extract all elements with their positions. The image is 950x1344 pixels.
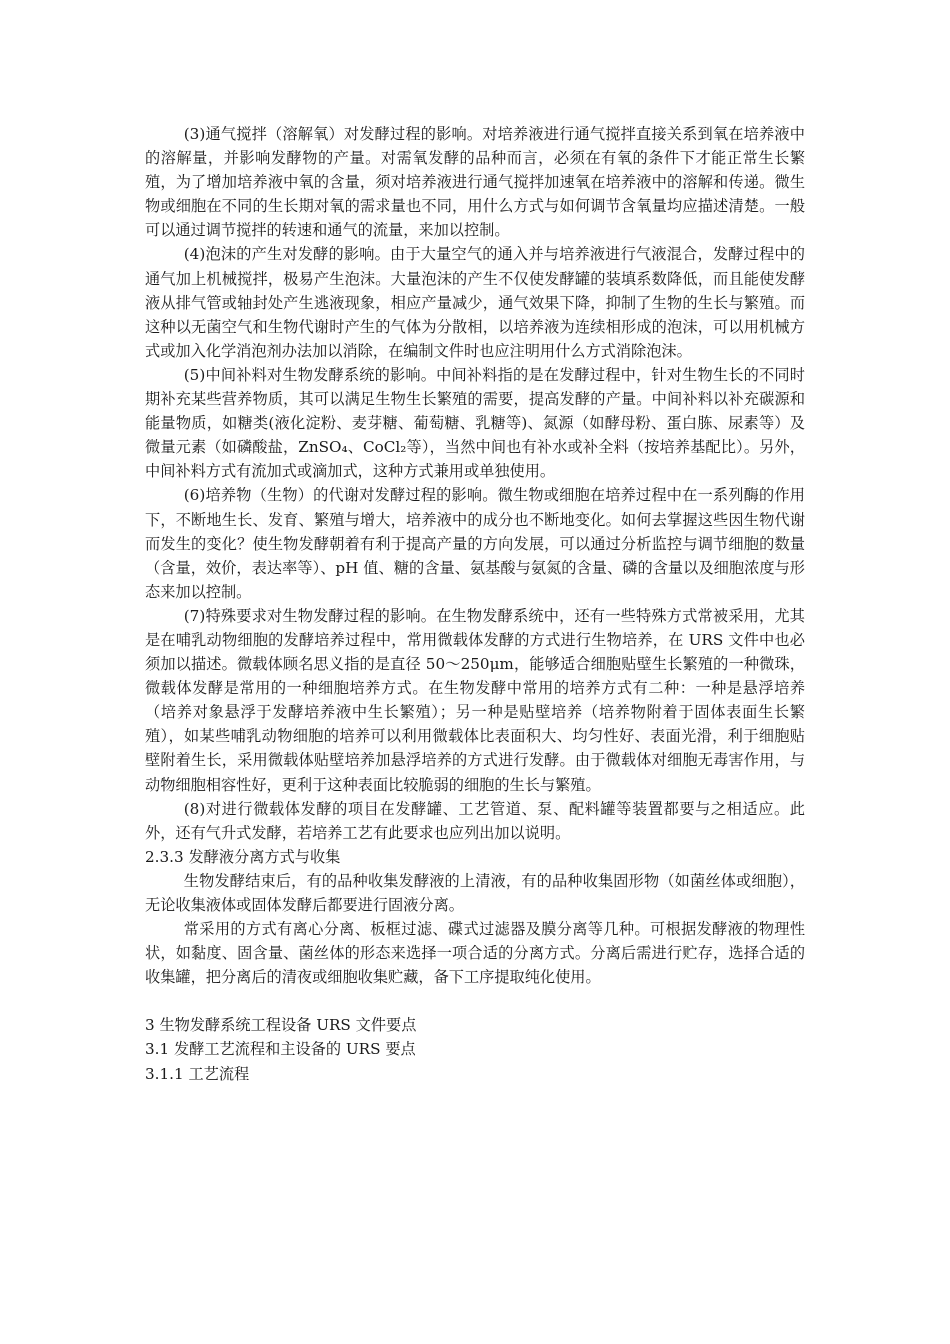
section-heading-3-1-1: 3.1.1 工艺流程 [145,1064,250,1083]
section-heading-2-3-3: 2.3.3 发酵液分离方式与收集 [145,847,341,866]
paragraph-microcarrier: (8)对进行微载体发酵的项目在发酵罐、工艺管道、泵、配料罐等装置都要与之相适应。此外，还有气升式发酵，若培养工艺有此要求也应列出加以说明。 [145,799,805,842]
paragraph-separation-intro: 生物发酵结束后，有的品种收集发酵液的上清液，有的品种收集固形物（如菌丝体或细胞），无论收集液体或固体发酵后都要进行固液分离。 [145,871,805,914]
paragraph-foam: (4)泡沫的产生对发酵的影响。由于大量空气的通入并与培养液进行气液混合，发酵过程中的通气加上机械搅拌，极易产生泡沫。大量泡沫的产生不仅使发酵罐的装填系数降低，而且能使发酵液从排气管或轴封处产生逃液现象，相应产量减少，通气效果下降，抑制了生物的生长与繁殖。而这种以无菌空气和生物代谢时产生的气体为分散相，以培养液为连续相形成的泡沫，可以用机械方式或加入化学消泡剂办法加以消除，在编制文件时也应注明用什么方式消除泡沫。 [145,245,805,360]
section-heading-3: 3 生物发酵系统工程设备 URS 文件要点 [145,1016,417,1035]
section-spacer [145,989,805,1013]
paragraph-special-requirements: (7)特殊要求对生物发酵过程的影响。在生物发酵系统中，还有一些特殊方式常被采用，尤其是在哺乳动物细胞的发酵培养过程中，常用微载体发酵的方式进行生物培养，在 URS 文件中也必须加以描述。微载体顾名思义指的是直径 50～250μm，能够适合细胞贴壁生长繁殖的一种微珠，微载体发酵是常用的一种细胞培养方式。在生物发酵中常用的培养方式有二种：一种是悬浮培养（培养对象悬浮于发酵培养液中生长繁殖）；另一种是贴壁培养（培养物附着于固体表面生长繁殖），如某些哺乳动物细胞的培养可以利用微载体比表面积大、均匀性好、表面光滑，利于细胞贴壁附着生长，采用微载体贴壁培养加悬浮培养的方式进行发酵。由于微载体对细胞无毒害作用，与动物细胞相容性好，更利于这种表面比较脆弱的细胞的生长与繁殖。 [145,606,805,794]
paragraph-separation-methods: 常采用的方式有离心分离、板框过滤、碟式过滤器及膜分离等几种。可根据发酵液的物理性状，如黏度、固含量、菌丝体的形态来选择一项合适的分离方式。分离后需进行贮存，选择合适的收集罐，把分离后的清夜或细胞收集贮藏，备下工序提取纯化使用。 [145,920,805,987]
paragraph-metabolism: (6)培养物（生物）的代谢对发酵过程的影响。微生物或细胞在培养过程中在一系列酶的作用下，不断地生长、发育、繁殖与增大，培养液中的成分也不断地变化。如何去掌握这些因生物代谢而发生的变化？使生物发酵朝着有利于提高产量的方向发展，可以通过分析监控与调节细胞的数量（含量，效价，表达率等）、pH 值、糖的含量、氨基酸与氨氮的含量、磷的含量以及细胞浓度与形态来加以控制。 [145,486,805,601]
document-body [145,122,805,1086]
paragraph-aeration: (3)通气搅拌（溶解氧）对发酵过程的影响。对培养液进行通气搅拌直接关系到氧在培养液中的溶解量，并影响发酵物的产量。对需氧发酵的品种而言，必须在有氧的条件下才能正常生长繁殖，为了增加培养液中氧的含量，须对培养液进行通气搅拌加速氧在培养液中的溶解和传递。微生物或细胞在不同的生长期对氧的需求量也不同，用什么方式与如何调节含氧量均应描述清楚。一般可以通过调节搅拌的转速和通气的流量，来加以控制。 [145,125,805,240]
section-heading-3-1: 3.1 发酵工艺流程和主设备的 URS 要点 [145,1040,416,1059]
paragraph-feeding: (5)中间补料对生物发酵系统的影响。中间补料指的是在发酵过程中，针对生物生长的不同时期补充某些营养物质，其可以满足生物生长繁殖的需要，提高发酵的产量。中间补料以补充碳源和能量物质，如糖类(液化淀粉、麦芽糖、葡萄糖、乳糖等)、氮源（如酵母粉、蛋白胨、尿素等）及微量元素（如磷酸盐，ZnSO₄、CoCl₂等），当然中间也有补水或补全料（按培养基配比）。另外，中间补料方式有流加式或滴加式，这种方式兼用或单独使用。 [145,365,805,481]
